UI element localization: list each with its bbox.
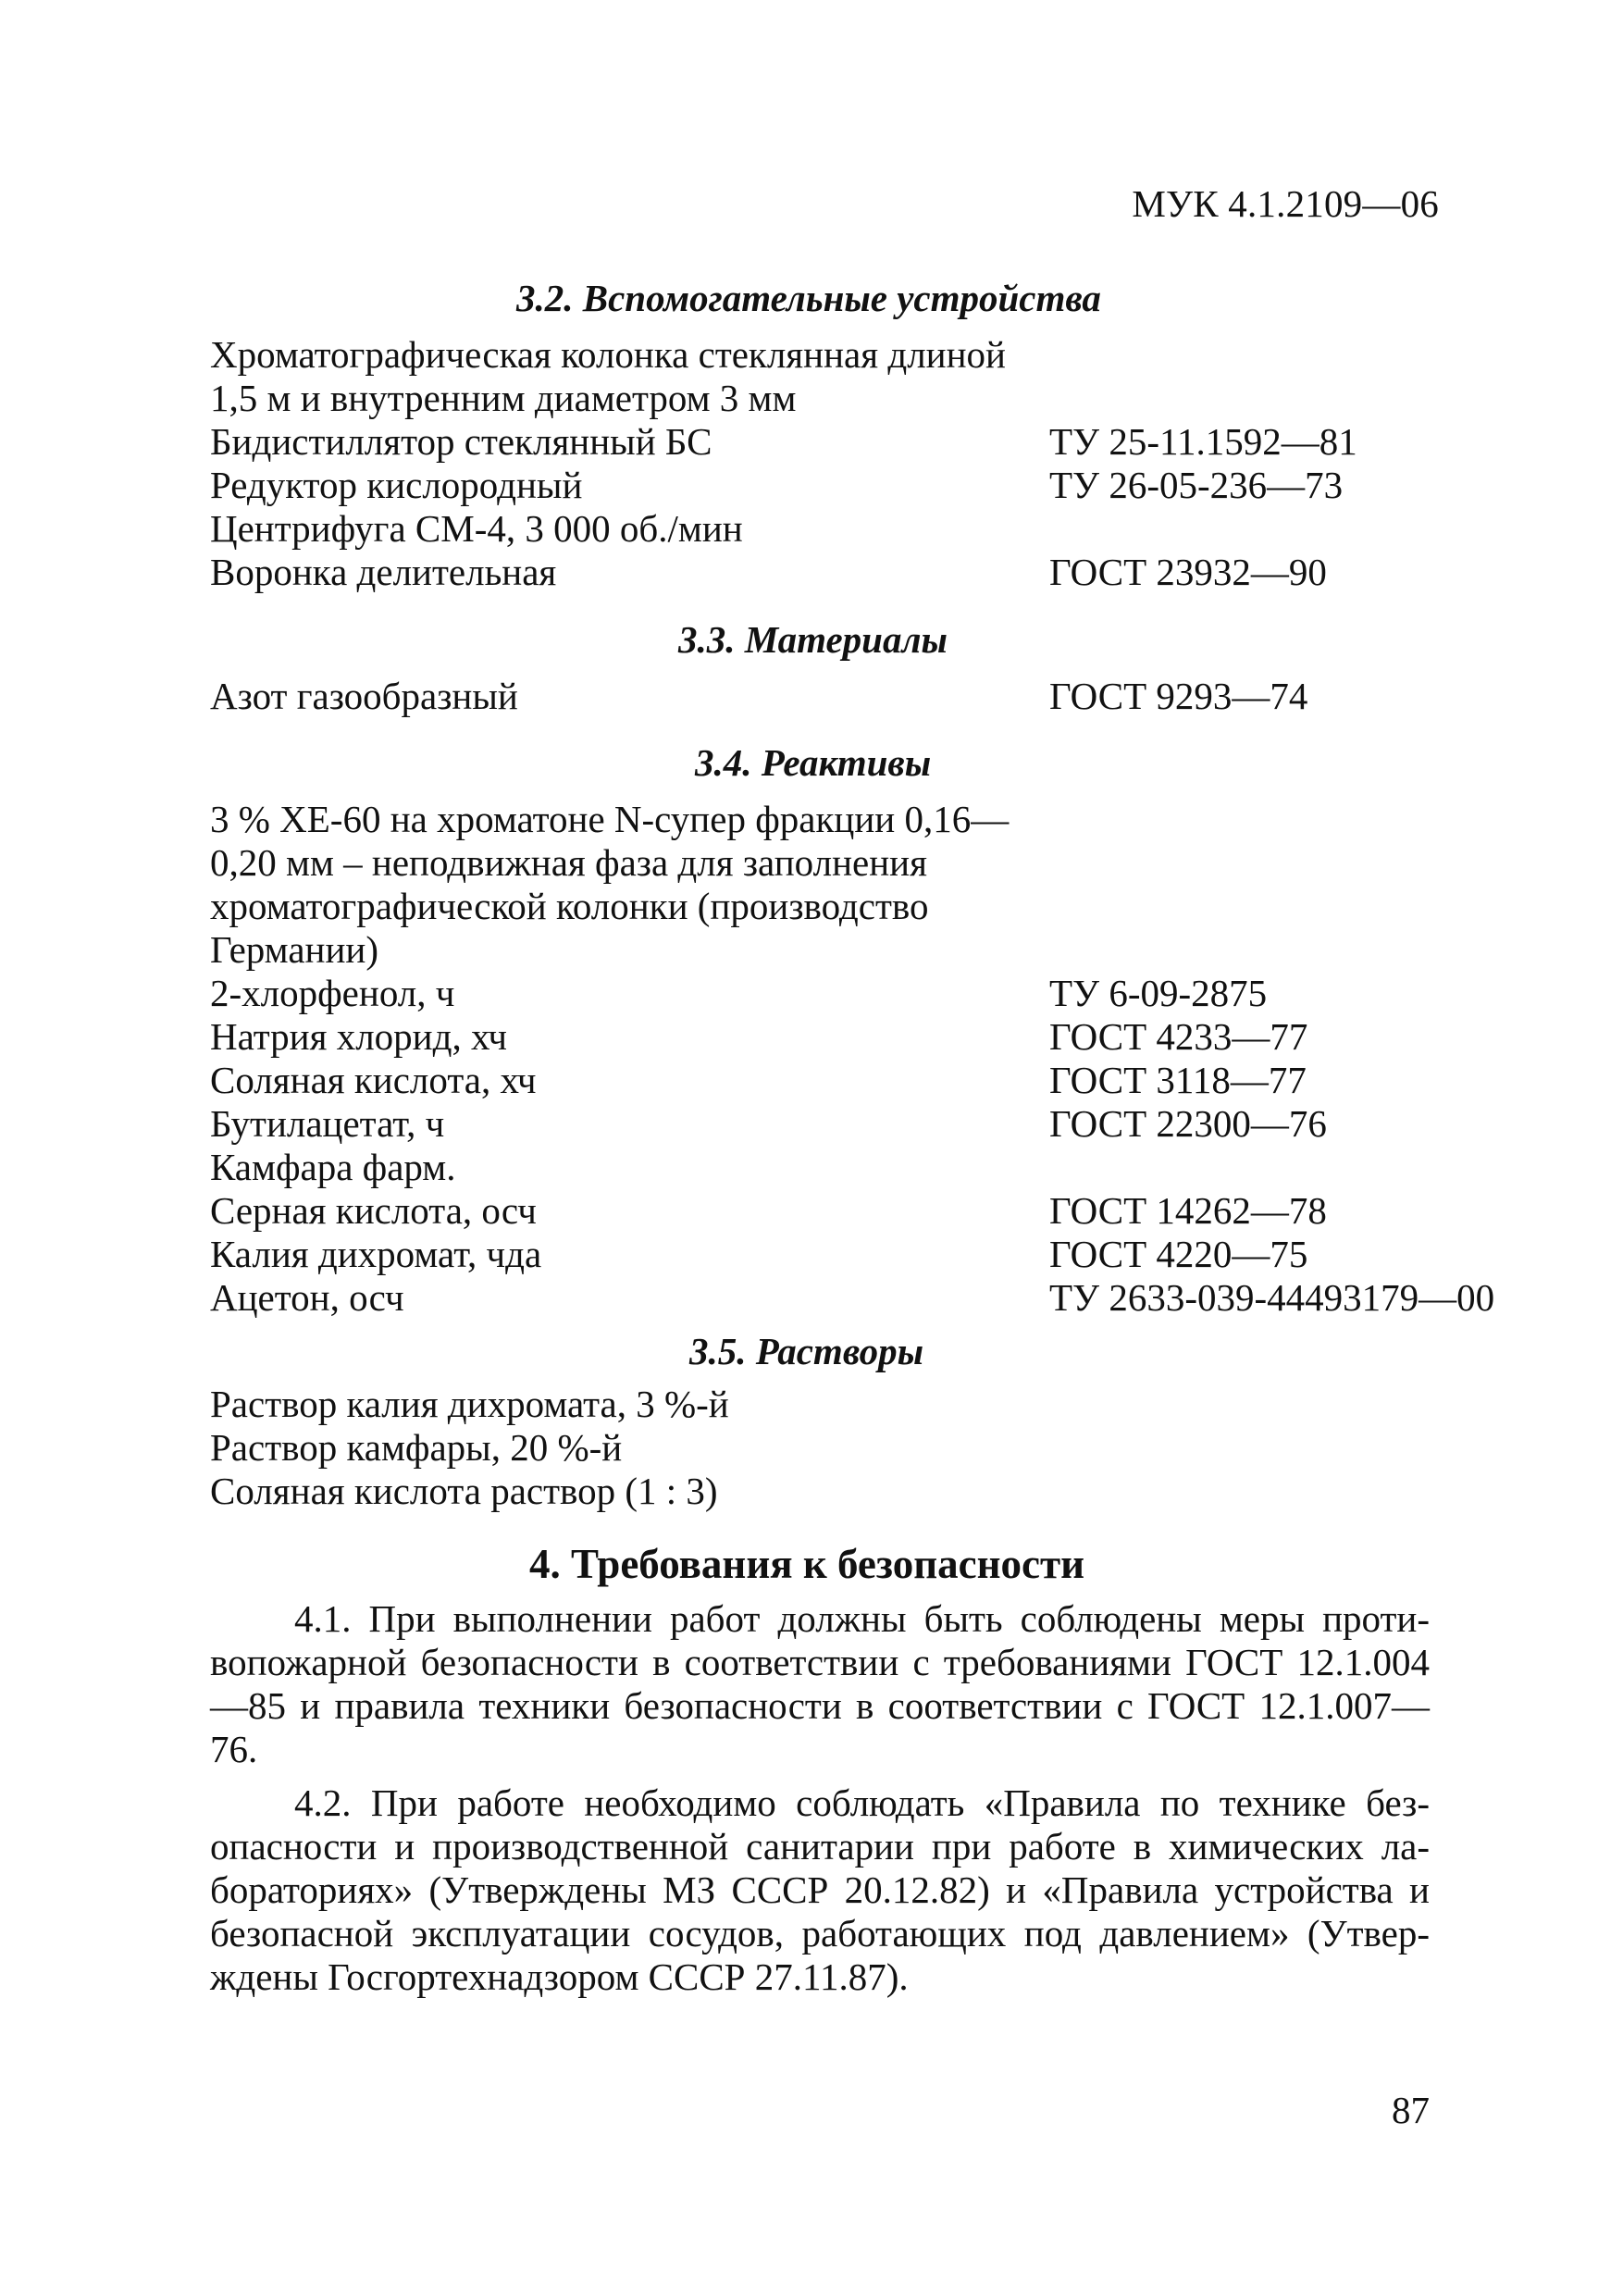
item-name: Редуктор кислородный <box>210 464 583 506</box>
list-item <box>210 1059 1505 1102</box>
item-name: 3 % ХЕ-60 на хроматоне N-супер фракции 0,16— <box>210 798 1010 840</box>
subsection-heading-3-2: 3.2. Вспомогательные устройства <box>516 277 1101 319</box>
list-item <box>210 885 1505 928</box>
subsection-heading-3-4: 3.4. Реактивы <box>695 741 932 784</box>
item-name: Германии) <box>210 928 378 971</box>
section-heading-4: 4. Требования к безопасности <box>529 1541 1085 1587</box>
item-name: Бидистиллятор стеклянный БС <box>210 420 712 463</box>
item-name: 1,5 м и внутренним диаметром 3 мм <box>210 377 797 419</box>
item-name: хроматографической колонки (производство <box>210 885 929 927</box>
item-standard: ТУ 25-11.1592—81 <box>1049 420 1357 463</box>
list-item <box>210 377 1505 420</box>
item-name: Хроматографическая колонка стеклянная длиной <box>210 333 1006 376</box>
item-standard: ГОСТ 23932—90 <box>1049 551 1327 593</box>
item-standard: ГОСТ 4233—77 <box>1049 1015 1308 1058</box>
item-name: 0,20 мм – неподвижная фаза для заполнения <box>210 841 927 884</box>
page-number: 87 <box>1392 2089 1430 2131</box>
item-standard: ГОСТ 4220—75 <box>1049 1233 1308 1275</box>
subsection-heading-3-3: 3.3. Материалы <box>678 618 948 661</box>
item-name: Раствор камфары, 20 %-й <box>210 1426 623 1469</box>
list-item <box>210 420 1505 464</box>
list-item <box>210 333 1505 377</box>
list-item <box>210 1470 1505 1513</box>
list-item <box>210 1015 1505 1059</box>
item-name: Соляная кислота раствор (1 : 3) <box>210 1470 718 1512</box>
paragraph-4-2: 4.2. При работе необходимо соблюдать «Правила по технике без-опасности и производственной санитарии при работе в химических ла-бораториях» (Утверждены МЗ СССР 20.12.82) и «Правила устройства и безопасной эксплуатации сосудов, работающих под давлением» (Утвер-ждены Госгортехнадзором СССР 27.11.87). <box>210 1781 1430 1998</box>
item-standard: ГОСТ 14262—78 <box>1049 1189 1327 1232</box>
item-name: Серная кислота, осч <box>210 1189 537 1232</box>
item-standard: ГОСТ 22300—76 <box>1049 1102 1327 1145</box>
item-name: Азот газообразный <box>210 675 518 717</box>
item-name: Соляная кислота, хч <box>210 1059 537 1101</box>
item-name: Центрифуга СМ-4, 3 000 об./мин <box>210 507 743 550</box>
item-name: Раствор калия дихромата, 3 %-й <box>210 1383 729 1425</box>
list-item <box>210 798 1505 841</box>
list-item <box>210 1189 1505 1233</box>
item-standard: ТУ 2633-039-44493179—00 <box>1049 1276 1495 1319</box>
item-standard: ТУ 6-09-2875 <box>1049 972 1268 1014</box>
list-item <box>210 675 1505 718</box>
list-item <box>210 464 1505 507</box>
list-item <box>210 972 1505 1015</box>
list-item <box>210 551 1505 594</box>
item-standard: ТУ 26-05-236—73 <box>1049 464 1344 506</box>
item-name: 2-хлорфенол, ч <box>210 972 455 1014</box>
item-name: Бутилацетат, ч <box>210 1102 445 1145</box>
item-standard: ГОСТ 9293—74 <box>1049 675 1308 717</box>
subsection-heading-3-5: 3.5. Растворы <box>689 1330 924 1372</box>
paragraph-4-1: 4.1. При выполнении работ должны быть соблюдены меры проти-вопожарной безопасности в соответствии с требованиями ГОСТ 12.1.004—85 и правила техники безопасности в соответствии с ГОСТ 12.1.007—76. <box>210 1597 1430 1770</box>
list-item <box>210 1276 1505 1320</box>
list-item <box>210 507 1505 551</box>
list-item <box>210 1146 1505 1189</box>
item-standard: ГОСТ 3118—77 <box>1049 1059 1307 1101</box>
item-name: Калия дихромат, чда <box>210 1233 542 1275</box>
item-name: Ацетон, осч <box>210 1276 404 1319</box>
list-item <box>210 928 1505 972</box>
item-name: Камфара фарм. <box>210 1146 456 1188</box>
list-item <box>210 1383 1505 1426</box>
document-code: МУК 4.1.2109—06 <box>1132 182 1439 225</box>
list-item <box>210 1233 1505 1276</box>
list-item <box>210 1426 1505 1470</box>
item-name: Натрия хлорид, хч <box>210 1015 508 1058</box>
list-item <box>210 1102 1505 1146</box>
list-item <box>210 841 1505 885</box>
item-name: Воронка делительная <box>210 551 557 593</box>
